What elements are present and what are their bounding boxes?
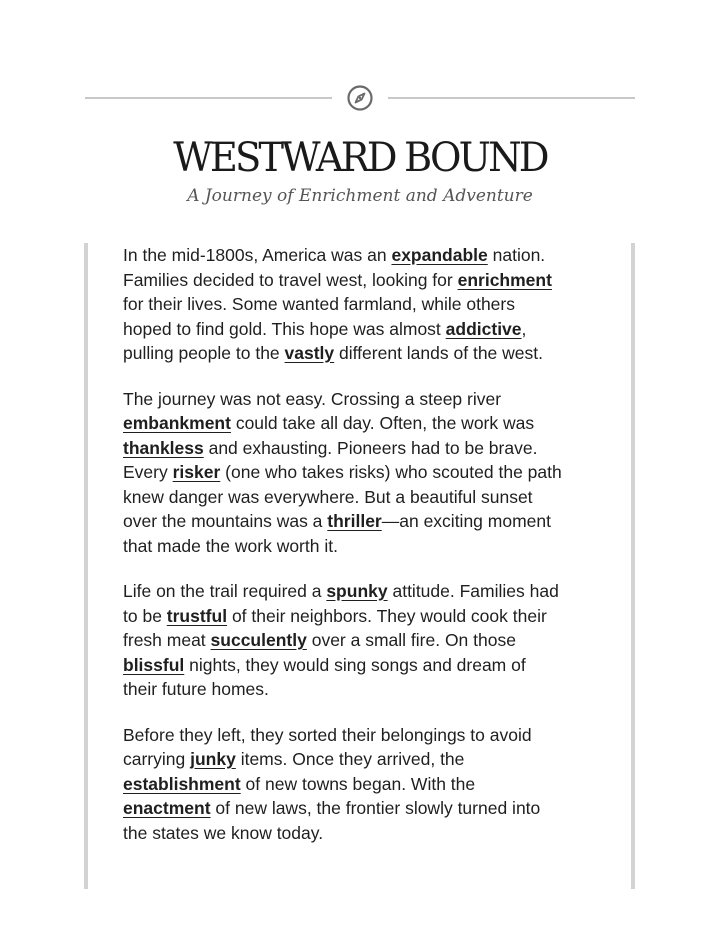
vocab-word: establishment bbox=[123, 773, 241, 794]
text-segment: Every bbox=[123, 462, 173, 482]
text-segment: Before they left, they sorted their belongings to avoid bbox=[123, 724, 532, 745]
text-segment: over a small fire. On those bbox=[306, 630, 516, 650]
paragraph bbox=[123, 723, 609, 846]
vocab-word: spunky bbox=[326, 581, 388, 601]
text-segment: In the mid-1800s, America was an bbox=[123, 245, 392, 265]
text-line bbox=[123, 509, 609, 534]
text-segment: and exhausting. Pioneers had to be brave. bbox=[203, 437, 538, 458]
text-segment: different lands of the west. bbox=[334, 343, 543, 363]
text-segment: could take all day. Often, the work was bbox=[230, 413, 535, 433]
text-segment: of new towns began. With the bbox=[240, 773, 476, 794]
vocab-word: expandable bbox=[391, 245, 488, 265]
vocab-word: addictive bbox=[445, 318, 522, 339]
vocab-word: junky bbox=[190, 749, 236, 769]
text-line bbox=[123, 292, 609, 317]
text-line bbox=[123, 436, 609, 461]
text-line bbox=[123, 411, 609, 436]
vocab-word: risker bbox=[172, 462, 221, 482]
text-line bbox=[123, 677, 609, 702]
text-segment: items. Once they arrived, the bbox=[235, 749, 465, 769]
vocab-word: embankment bbox=[123, 413, 231, 433]
left-margin-bar bbox=[84, 243, 88, 889]
vocab-word: thriller bbox=[327, 511, 382, 531]
text-segment: (one who takes risks) who scouted the path bbox=[220, 462, 562, 482]
text-segment: of new laws, the frontier slowly turned into bbox=[210, 798, 541, 818]
text-segment: over the mountains was a bbox=[123, 511, 328, 531]
text-line bbox=[123, 772, 609, 797]
text-line bbox=[123, 579, 609, 604]
text-line bbox=[123, 460, 609, 485]
vocab-word: enrichment bbox=[457, 269, 552, 290]
text-segment: for their lives. Some wanted farmland, while others bbox=[123, 294, 515, 314]
paragraph bbox=[123, 387, 609, 559]
story-body bbox=[123, 243, 609, 866]
page-subtitle: A Journey of Enrichment and Adventure bbox=[187, 186, 533, 206]
text-segment: fresh meat bbox=[123, 630, 211, 650]
text-segment: pulling people to the bbox=[123, 343, 285, 363]
paragraph bbox=[123, 579, 609, 702]
text-line bbox=[123, 534, 609, 559]
text-segment: hoped to find gold. This hope was almost bbox=[123, 318, 446, 339]
header-rule-right bbox=[388, 97, 635, 99]
text-segment: knew danger was everywhere. But a beautiful sunset bbox=[123, 486, 533, 507]
text-segment: Families decided to travel west, looking for bbox=[123, 269, 458, 290]
text-line bbox=[123, 604, 609, 629]
header-rule-left bbox=[85, 97, 332, 99]
right-margin-bar bbox=[631, 243, 635, 889]
vocab-word: trustful bbox=[166, 605, 228, 626]
text-line bbox=[123, 821, 609, 846]
text-segment: nights, they would sing songs and dream of bbox=[184, 654, 526, 675]
text-segment: the states we know today. bbox=[123, 822, 324, 843]
text-segment: The journey was not easy. Crossing a steep river bbox=[123, 388, 502, 409]
text-line bbox=[123, 317, 609, 342]
text-line bbox=[123, 747, 609, 772]
text-segment: attitude. Families had bbox=[387, 581, 559, 601]
text-line bbox=[123, 796, 609, 821]
page-title: WESTWARD BOUND bbox=[173, 135, 547, 181]
text-line bbox=[123, 387, 609, 412]
text-segment: to be bbox=[123, 605, 167, 626]
text-line bbox=[123, 341, 609, 366]
vocab-word: enactment bbox=[123, 798, 211, 818]
compass-icon bbox=[346, 84, 374, 112]
text-segment: of their neighbors. They would cook their bbox=[227, 605, 547, 626]
text-segment: , bbox=[521, 318, 527, 339]
vocab-word: thankless bbox=[123, 437, 204, 458]
text-segment: nation. bbox=[487, 245, 546, 265]
vocab-word: vastly bbox=[284, 343, 335, 363]
text-segment: carrying bbox=[123, 749, 191, 769]
text-segment: —an exciting moment bbox=[381, 511, 551, 531]
text-line bbox=[123, 485, 609, 510]
text-line bbox=[123, 268, 609, 293]
text-line bbox=[123, 628, 609, 653]
text-line bbox=[123, 243, 609, 268]
paragraph bbox=[123, 243, 609, 366]
vocab-word: succulently bbox=[210, 630, 307, 650]
text-segment: their future homes. bbox=[123, 679, 269, 699]
text-segment: that made the work worth it. bbox=[123, 535, 338, 556]
text-line bbox=[123, 653, 609, 678]
text-segment: Life on the trail required a bbox=[123, 581, 327, 601]
vocab-word: blissful bbox=[123, 654, 185, 675]
text-line bbox=[123, 723, 609, 748]
